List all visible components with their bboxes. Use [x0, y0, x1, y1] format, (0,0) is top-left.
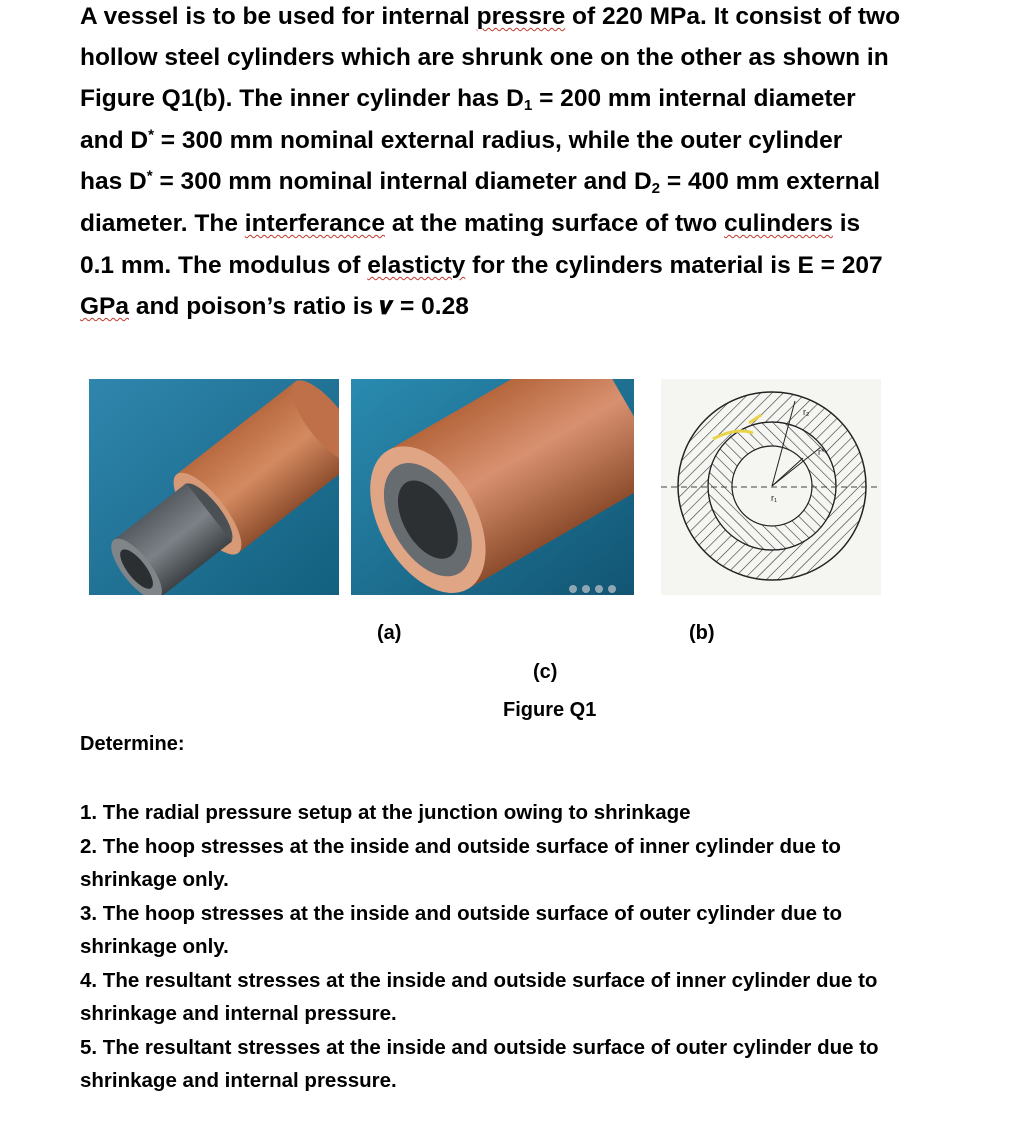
text-run: and D — [80, 127, 149, 154]
para-line-3 — [80, 85, 856, 113]
question-text-cont: shrinkage only. — [80, 935, 229, 958]
text-run: = 300 mm nominal external radius, while the outer cylinder — [153, 127, 843, 154]
question-item-2 — [80, 830, 1010, 897]
subscript: 2 — [651, 179, 661, 197]
text-run: = 0.28 — [393, 293, 469, 320]
label-r2: r₂ — [803, 407, 810, 417]
text-run: is — [832, 210, 861, 237]
figure-cylinder-render-2 — [351, 379, 634, 595]
subscript: 1 — [523, 96, 533, 114]
text-run: has D — [80, 168, 147, 195]
para-line-8 — [80, 293, 469, 321]
para-line-7 — [80, 252, 883, 280]
misspelled-word: pressre — [476, 3, 566, 30]
text-run: = 300 mm nominal internal diameter and D — [152, 168, 652, 195]
figure-cylinder-render-1 — [89, 379, 339, 595]
label-rstar: r* — [818, 447, 825, 457]
text-run: of 220 MPa. It consist of two — [565, 3, 901, 30]
question-item-5 — [80, 1031, 1010, 1098]
question-text-cont: shrinkage and internal pressure. — [80, 1002, 397, 1025]
superscript: * — [146, 167, 153, 185]
text-run: diameter. The — [80, 210, 245, 237]
nu-symbol: 𝒗 — [379, 293, 394, 320]
para-line-4 — [80, 127, 842, 155]
question-text: 2. The hoop stresses at the inside and outside surface of inner cylinder due to — [80, 834, 841, 858]
text-run: = 200 mm internal diameter — [532, 85, 856, 112]
question-text: 4. The resultant stresses at the inside and outside surface of inner cylinder due to — [80, 968, 878, 992]
caption-c: (c) — [533, 661, 558, 683]
text-run: A vessel is to be used for internal — [80, 3, 477, 30]
para-line-6 — [80, 210, 860, 238]
misspelled-word: culinders — [724, 210, 833, 237]
misspelled-word: elasticty — [367, 252, 466, 279]
text-run: 0.1 mm. The modulus of — [80, 252, 368, 279]
question-text: 1. The radial pressure setup at the junction owing to shrinkage — [80, 801, 691, 824]
question-text-cont: shrinkage only. — [80, 868, 229, 891]
determine-label: Determine: — [80, 733, 185, 755]
superscript: * — [148, 126, 154, 144]
caption-b: (b) — [689, 622, 715, 644]
label-r1: r₁ — [771, 493, 778, 503]
text-run: = 400 mm external — [660, 168, 881, 195]
text-run: for the cylinders material is E = 207 — [465, 252, 883, 279]
text-run: at the mating surface of two — [385, 210, 724, 237]
question-list — [80, 796, 1010, 1098]
question-item-4 — [80, 964, 1010, 1031]
text-run: hollow steel cylinders which are shrunk one on the other as shown in — [80, 44, 889, 71]
caption-a: (a) — [377, 622, 402, 644]
question-item-1 — [80, 796, 1010, 830]
figure-cross-section-schematic — [661, 379, 881, 595]
question-item-3 — [80, 897, 1010, 964]
question-text: 3. The hoop stresses at the inside and outside surface of outer cylinder due to — [80, 901, 843, 925]
para-line-2 — [80, 44, 889, 72]
misspelled-word: interferance — [244, 210, 386, 237]
text-run: and poison’s ratio is — [129, 293, 380, 320]
figure-title: Figure Q1 — [503, 699, 597, 721]
question-text: 5. The resultant stresses at the inside and outside surface of outer cylinder due to — [80, 1035, 879, 1059]
misspelled-word: GPa — [80, 293, 130, 320]
para-line-5 — [80, 168, 880, 196]
text-run: Figure Q1(b). The inner cylinder has D — [80, 85, 524, 112]
para-line-1 — [80, 3, 900, 31]
question-text-cont: shrinkage and internal pressure. — [80, 1069, 397, 1092]
